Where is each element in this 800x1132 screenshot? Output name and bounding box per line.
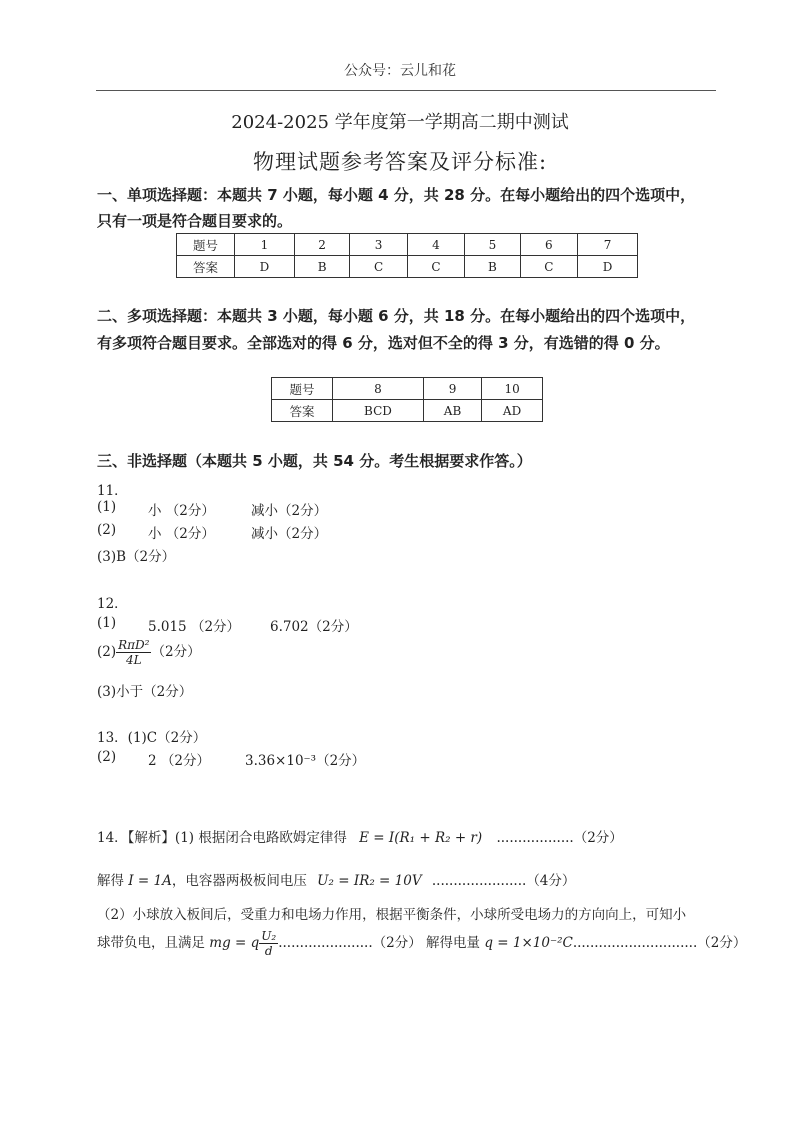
q12-part1-label: (1): [97, 615, 117, 631]
q14-score4: （2分）: [697, 935, 747, 951]
q14-fraction: [259, 929, 278, 958]
q14-equation1: E = I(R₁ + R₂ + r): [359, 830, 483, 846]
q14-dots1: ..................: [496, 830, 574, 846]
table-header-cell: 答案: [272, 400, 333, 422]
q12-part1-answer2: 6.702（2分）: [270, 619, 358, 635]
section2-heading-line1: 二、多项选择题：本题共 3 小题，每小题 6 分，共 18 分。在每小题给出的四个选项中，: [97, 307, 696, 325]
q11-part2-label: (2): [97, 522, 117, 538]
q12-part1-answer: 5.015 （2分）: [148, 619, 241, 635]
table-row: [272, 378, 543, 400]
q12-part2-label: (2): [97, 644, 117, 660]
q14-negative-charge-text: 球带负电，且满足: [97, 935, 205, 951]
section1-heading-line2: 只有一项是符合题目要求的。: [97, 212, 293, 230]
table-row: [177, 234, 638, 256]
fraction-denominator: 4L: [126, 653, 142, 667]
q14-current: I = 1A: [128, 873, 172, 889]
q12-fraction: [116, 638, 151, 667]
q14-balance-eq: mg = q: [209, 935, 260, 951]
q13-part2-answer2: 3.36×10⁻³（2分）: [245, 753, 366, 769]
q12-part2-score: （2分）: [151, 644, 201, 660]
q14-score1: （2分）: [573, 830, 623, 846]
q14-intro: 14．【解析】(1) 根据闭合电路欧姆定律得: [97, 830, 347, 846]
section2-answer-table: [271, 377, 543, 422]
question-number-cell: 2: [294, 234, 349, 256]
exam-title: 2024-2025 学年度第一学期高二期中测试: [231, 112, 569, 133]
q13-part2-answer: 2 （2分）: [148, 753, 210, 769]
header-divider: [96, 90, 716, 91]
q14-line4: [97, 929, 746, 958]
answer-cell: B: [294, 256, 349, 278]
q12-part2: [97, 638, 201, 667]
table-row: [272, 400, 543, 422]
q13-part1: 13．(1)C（2分）: [97, 730, 207, 746]
q14-line2: [97, 869, 575, 889]
question-number-cell: 7: [578, 234, 638, 256]
answer-cell: C: [407, 256, 464, 278]
q11-part1-label: (1): [97, 499, 117, 515]
q11-part3: (3)B（2分）: [97, 549, 176, 565]
section2-heading-line2: 有多项符合题目要求。全部选对的得 6 分，选对但不全的得 3 分，有选错的得 0 分。: [97, 334, 670, 352]
q14-capacitor-text: ，电容器两极板间电压: [171, 873, 307, 889]
q13-part2-label: (2): [97, 749, 117, 765]
q14-dots4: .............................: [572, 935, 698, 951]
watermark-header: 公众号：云儿和花: [344, 63, 456, 79]
q14-charge-value: q = 1×10⁻²C: [484, 935, 573, 951]
question-number-cell: 5: [465, 234, 520, 256]
question-number-cell: 1: [235, 234, 295, 256]
section3-heading: 三、非选择题（本题共 5 小题，共 54 分。考生根据要求作答。）: [97, 452, 532, 470]
answer-cell: D: [235, 256, 295, 278]
q14-solve-label: 解得: [97, 873, 124, 889]
question-number-cell: 6: [520, 234, 577, 256]
table-header-cell: 题号: [177, 234, 235, 256]
q14-dots3: ......................: [278, 935, 373, 951]
question-number-cell: 4: [407, 234, 464, 256]
q14-charge-label: 解得电量: [426, 935, 481, 951]
answer-cell: D: [578, 256, 638, 278]
answer-cell: AD: [482, 400, 543, 422]
answer-cell: B: [465, 256, 520, 278]
question-number-cell: 8: [333, 378, 424, 400]
table-row: [177, 256, 638, 278]
q12-part3: (3)小于（2分）: [97, 684, 193, 700]
table-header-cell: 题号: [272, 378, 333, 400]
answer-cell: BCD: [333, 400, 424, 422]
q14-line1: [97, 826, 623, 846]
q14-voltage: U₂ = IR₂ = 10V: [317, 873, 422, 889]
q11-part1-answer: 小 （2分）: [148, 503, 215, 519]
answer-cell: C: [350, 256, 407, 278]
section1-heading-line1: 一、单项选择题：本题共 7 小题，每小题 4 分，共 28 分。在每小题给出的四个选项中，: [97, 186, 696, 204]
section1-answer-table: [176, 233, 638, 278]
q11-part2-answer2: 减小（2分）: [251, 526, 328, 542]
q14-line3: （2）小球放入板间后，受重力和电场力作用，根据平衡条件，小球所受电场力的方向向上，可知小: [97, 907, 687, 923]
answer-cell: C: [520, 256, 577, 278]
fraction-numerator: U₂: [261, 929, 277, 943]
q14-score3: （2分）: [372, 935, 422, 951]
q12-number: 12．: [97, 596, 128, 612]
q11-number: 11．: [97, 483, 128, 499]
table-header-cell: 答案: [177, 256, 235, 278]
answer-key-title: 物理试题参考答案及评分标准:: [252, 150, 548, 174]
question-number-cell: 3: [350, 234, 407, 256]
fraction-numerator: RπD²: [118, 638, 150, 652]
q14-dots2: ......................: [431, 873, 527, 889]
q14-score2: （4分）: [526, 873, 576, 889]
q11-part1-answer2: 减小（2分）: [251, 503, 328, 519]
q11-part2-answer: 小 （2分）: [148, 526, 215, 542]
question-number-cell: 9: [423, 378, 481, 400]
question-number-cell: 10: [482, 378, 543, 400]
fraction-denominator: d: [264, 944, 273, 958]
answer-cell: AB: [423, 400, 481, 422]
